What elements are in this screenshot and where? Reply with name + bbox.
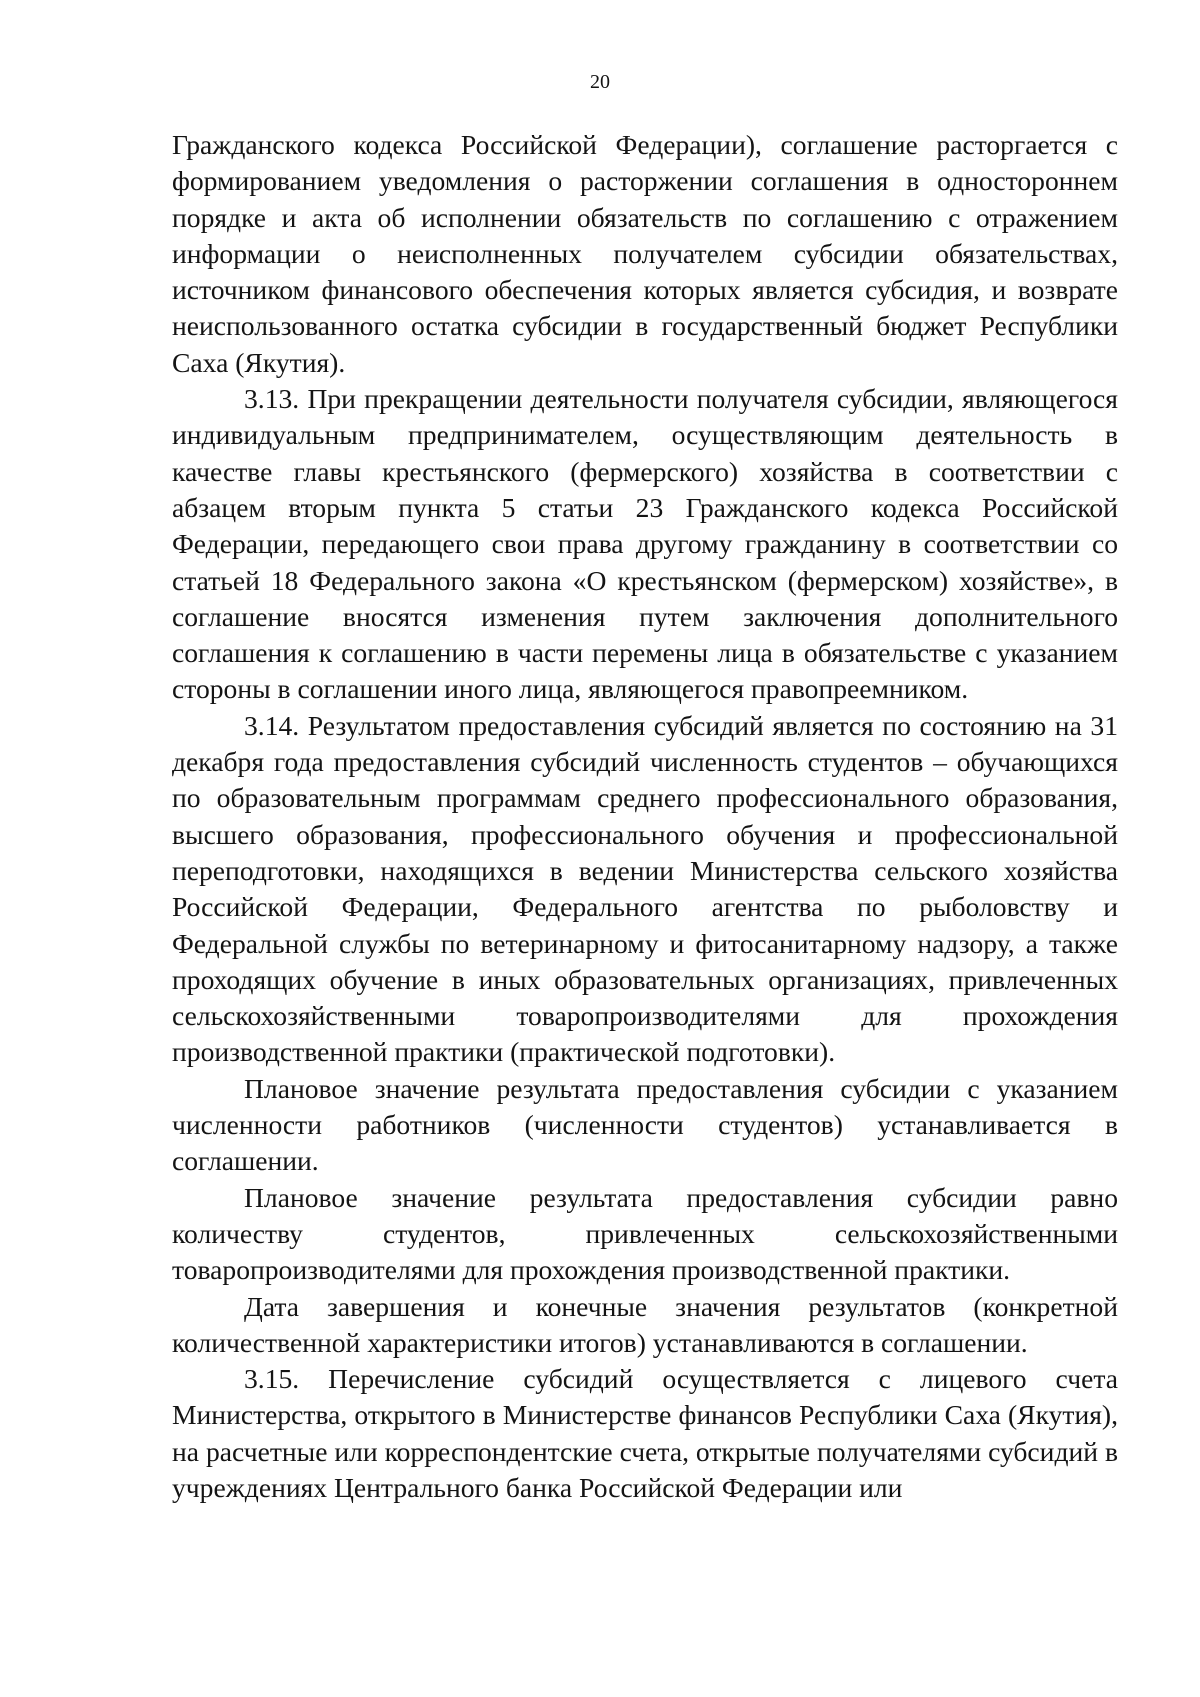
paragraph-planned-value-agreement: Плановое значение результата предоставления субсидии с указанием численности работников (численности студентов) устанавливается в соглашении.: [172, 1072, 1118, 1177]
document-body: [172, 127, 1118, 1506]
paragraph-completion-date: Дата завершения и конечные значения результатов (конкретной количественной характеристики итогов) устанавливаются в соглашении.: [172, 1290, 1118, 1358]
paragraph-3-15: 3.15. Перечисление субсидий осуществляется с лицевого счета Министерства, открытого в Министерстве финансов Республики Саха (Якутия), на расчетные или корреспондентские счета, открытые получателями субсидий в учреждениях Центрального банка Российской Федерации или: [172, 1363, 1118, 1503]
paragraph-3-14: 3.14. Результатом предоставления субсидий является по состоянию на 31 декабря года предоставления субсидий численность студентов – обучающихся по образовательным программам среднего профессионального образования, высшего образования, профессионального обучения и профессиональной переподготовки, находящихся в ведении Министерства сельского хозяйства Российской Федерации, Федерального агентства по рыболовству и Федеральной службы по ветеринарному и фитосанитарному надзору, а также проходящих обучение в иных образовательных организациях, привлеченных сельскохозяйственными товаропроизводителями для прохождения производственной практики (практической подготовки).: [172, 709, 1118, 1068]
paragraph-3-13: 3.13. При прекращении деятельности получателя субсидии, являющегося индивидуальным предпринимателем, осуществляющим деятельность в качестве главы крестьянского (фермерского) хозяйства в соответствии с абзацем вторым пункта 5 статьи 23 Гражданского кодекса Российской Федерации, передающего свои права другому гражданину в соответствии со статьей 18 Федерального закона «О крестьянском (фермерском) хозяйстве», в соглашение вносятся изменения путем заключения дополнительного соглашения к соглашению в части перемены лица в обязательстве с указанием стороны в соглашении иного лица, являющегося правопреемником.: [172, 383, 1118, 705]
page-number: 20: [590, 71, 610, 93]
paragraph-planned-value-students: Плановое значение результата предоставления субсидии равно количеству студентов, привлеченных сельскохозяйственными товаропроизводителями для прохождения производственной практики.: [172, 1181, 1118, 1286]
paragraph-continuation: Гражданского кодекса Российской Федерации), соглашение расторгается с формированием уведомления о расторжении соглашения в одностороннем порядке и акта об исполнении обязательств по соглашению с отражением информации о неисполненных получателем субсидии обязательствах, источником финансового обеспечения которых является субсидия, и возврате неиспользованного остатка субсидии в государственный бюджет Республики Саха (Якутия).: [172, 129, 1118, 378]
